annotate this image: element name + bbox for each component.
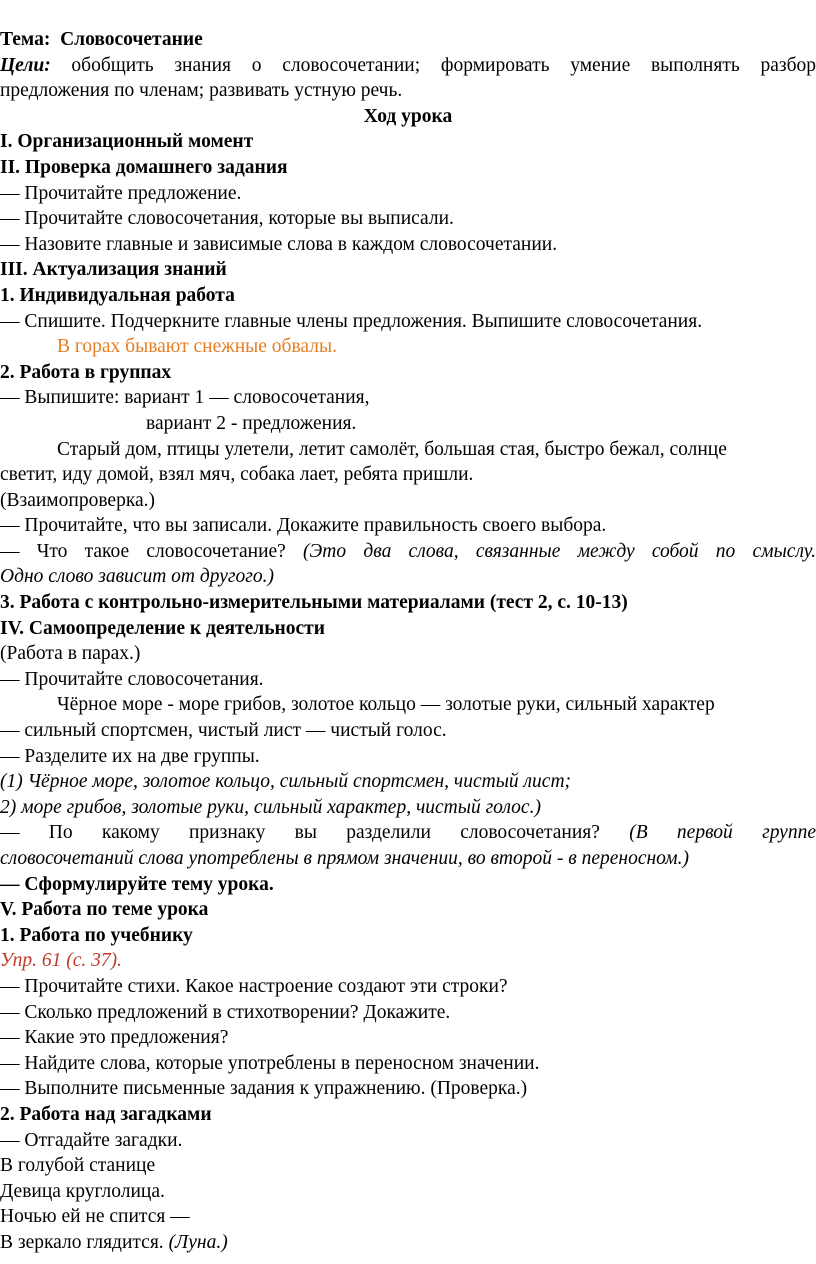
list-item: — Сколько предложений в стихотворении? Докажите. <box>0 1001 451 1023</box>
question-line: — Прочитайте словосочетания. <box>0 668 264 690</box>
word-list-line: Старый дом, птицы улетели, летит самолёт, большая стая, быстро бежал, солнце <box>57 438 727 460</box>
riddle-line: Девица круглолица. <box>0 1180 165 1202</box>
word-list-line: Чёрное море - море грибов, золотое кольцо — золотые руки, сильный характер <box>57 694 715 716</box>
subsection-title: 1. Индивидуальная работа <box>0 284 235 306</box>
list-item: — Выполните письменные задания к упражнению. (Проверка.) <box>0 1078 528 1100</box>
task-line: — Выпишите: вариант 1 — словосочетания, <box>0 387 370 409</box>
list-item: — Прочитайте словосочетания, которые вы выписали. <box>0 208 454 230</box>
question-line: — Прочитайте, что вы записали. Докажите правильность своего выбора. <box>0 515 607 537</box>
subsection-title: 2. Работа в группах <box>0 361 172 383</box>
riddle-line: В голубой станице <box>0 1155 156 1177</box>
topic-line <box>0 27 816 53</box>
section-4-title: IV. Самоопределение к деятельности <box>0 617 325 639</box>
question-line <box>0 820 816 846</box>
section-3-title: III. Актуализация знаний <box>0 259 227 281</box>
subsection-title: 1. Работа по учебнику <box>0 924 193 946</box>
note-line: (Взаимопроверка.) <box>0 489 156 511</box>
riddle-answer: (Луна.) <box>168 1231 228 1253</box>
question-line: — Сформулируйте тему урока. <box>0 873 274 895</box>
riddle-line <box>0 1230 816 1256</box>
list-item: — Прочитайте стихи. Какое настроение создают эти строки? <box>0 975 508 997</box>
subsection-title: 2. Работа над загадками <box>0 1103 212 1125</box>
question-text: — Что такое словосочетание? <box>0 540 286 562</box>
question-line: — Разделите их на две группы. <box>0 745 260 767</box>
section-2-title: II. Проверка домашнего задания <box>0 156 288 178</box>
word-list-line: светит, иду домой, взял мяч, собака лает, ребята пришли. <box>0 464 474 486</box>
section-5-title: V. Работа по теме урока <box>0 899 209 921</box>
goals-line-2: предложения по членам; развивать устную речь. <box>0 80 403 102</box>
question-text: — По какому признаку вы разделили словосочетания? <box>0 822 600 844</box>
task-line: — Спишите. Подчеркните главные члены предложения. Выпишите словосочетания. <box>0 310 703 332</box>
note-line: (Работа в парах.) <box>0 643 141 665</box>
goals-label: Цели: <box>0 54 51 76</box>
answer-text: (Это два слова, связанные между собой по смыслу. <box>303 540 816 562</box>
exercise-reference: Упр. 61 (с. 37). <box>0 950 122 972</box>
topic-label: Тема: <box>0 29 51 50</box>
goals-text-1: обобщить знания о словосочетании; формировать умение выполнять разбор <box>71 54 816 76</box>
riddle-text: В зеркало глядится. <box>0 1231 164 1253</box>
group-line: 2) море грибов, золотые руки, сильный характер, чистый голос.) <box>0 796 541 818</box>
answer-text: (В первой группе <box>629 822 816 844</box>
subsection-title: 3. Работа с контрольно-измерительными материалами (тест 2, с. 10-13) <box>0 592 628 614</box>
example-sentence: В горах бывают снежные обвалы. <box>57 336 337 358</box>
topic-text: Словосочетание <box>60 29 203 50</box>
goals-line-1 <box>0 53 816 79</box>
answer-line: словосочетаний слова употреблены в прямом значении, во второй - в переносном.) <box>0 848 689 869</box>
group-line: (1) Чёрное море, золотое кольцо, сильный спортсмен, чистый лист; <box>0 771 572 793</box>
lesson-heading: Ход урока <box>363 105 453 127</box>
list-item: — Назовите главные и зависимые слова в каждом словосочетании. <box>0 233 558 255</box>
answer-line: Одно слово зависит от другого.) <box>0 566 274 588</box>
list-item: — Найдите слова, которые употреблены в переносном значении. <box>0 1052 540 1074</box>
riddle-line: Ночью ей не спится — <box>0 1206 190 1228</box>
list-item: — Прочитайте предложение. <box>0 182 242 204</box>
section-1-title: I. Организационный момент <box>0 131 254 153</box>
task-line: — Отгадайте загадки. <box>0 1129 183 1151</box>
word-list-line: — сильный спортсмен, чистый лист — чистый голос. <box>0 720 447 742</box>
question-line <box>0 539 816 565</box>
list-item: — Какие это предложения? <box>0 1027 229 1049</box>
task-line: вариант 2 - предложения. <box>146 412 357 434</box>
